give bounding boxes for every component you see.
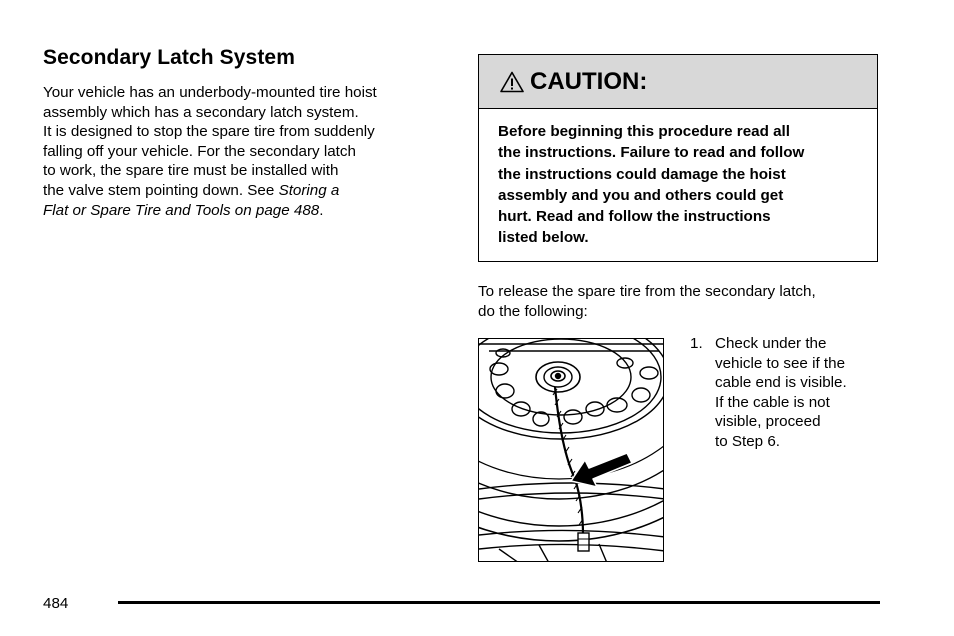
body-line: It is designed to stop the spare tire from suddenly bbox=[43, 123, 375, 141]
section-body bbox=[43, 83, 443, 220]
release-intro bbox=[478, 282, 888, 321]
body-line: to work, the spare tire must be installed with bbox=[43, 162, 339, 180]
page-number: 484 bbox=[43, 595, 69, 612]
spare-tire-drawing bbox=[479, 339, 664, 562]
step-line: to Step 6. bbox=[715, 432, 781, 450]
spare-tire-illustration bbox=[478, 338, 664, 562]
step-line: Check under the bbox=[715, 335, 827, 352]
footer-rule bbox=[118, 601, 880, 604]
step-number: 1. bbox=[690, 335, 703, 352]
caution-title: CAUTION: bbox=[530, 67, 648, 95]
caution-header bbox=[479, 55, 877, 109]
body-line: the valve stem pointing down. See bbox=[43, 181, 279, 199]
release-line: To release the spare tire from the secondary latch, bbox=[478, 283, 816, 300]
release-line: do the following: bbox=[478, 302, 588, 320]
step-text bbox=[715, 334, 847, 452]
body-line-with-reference bbox=[43, 181, 443, 201]
step-line: cable end is visible. bbox=[715, 374, 847, 392]
caution-line: the instructions. Failure to read and follow bbox=[498, 144, 805, 162]
body-line: falling off your vehicle. For the secondary latch bbox=[43, 142, 356, 160]
caution-line: the instructions could damage the hoist bbox=[498, 165, 786, 183]
body-line-with-reference bbox=[43, 201, 443, 221]
cross-reference-link[interactable]: Storing a bbox=[278, 181, 340, 199]
step-line: visible, proceed bbox=[715, 413, 821, 431]
warning-triangle-icon bbox=[500, 71, 524, 93]
section-heading: Secondary Latch System bbox=[43, 46, 295, 69]
step-line: If the cable is not bbox=[715, 393, 830, 411]
caution-line: listed below. bbox=[498, 229, 589, 247]
caution-line: assembly and you and others could get bbox=[498, 186, 784, 204]
caution-line: Before beginning this procedure read all bbox=[498, 123, 790, 140]
caution-text bbox=[479, 109, 877, 249]
step-line: vehicle to see if the bbox=[715, 354, 846, 372]
caution-line: hurt. Read and follow the instructions bbox=[498, 208, 771, 226]
caution-box bbox=[478, 54, 878, 262]
body-line-end: . bbox=[319, 201, 324, 219]
cross-reference-link[interactable]: Flat or Spare Tire and Tools on page 488 bbox=[43, 201, 320, 219]
body-line: Your vehicle has an underbody-mounted tire hoist bbox=[43, 84, 377, 101]
body-line: assembly which has a secondary latch system. bbox=[43, 103, 359, 121]
